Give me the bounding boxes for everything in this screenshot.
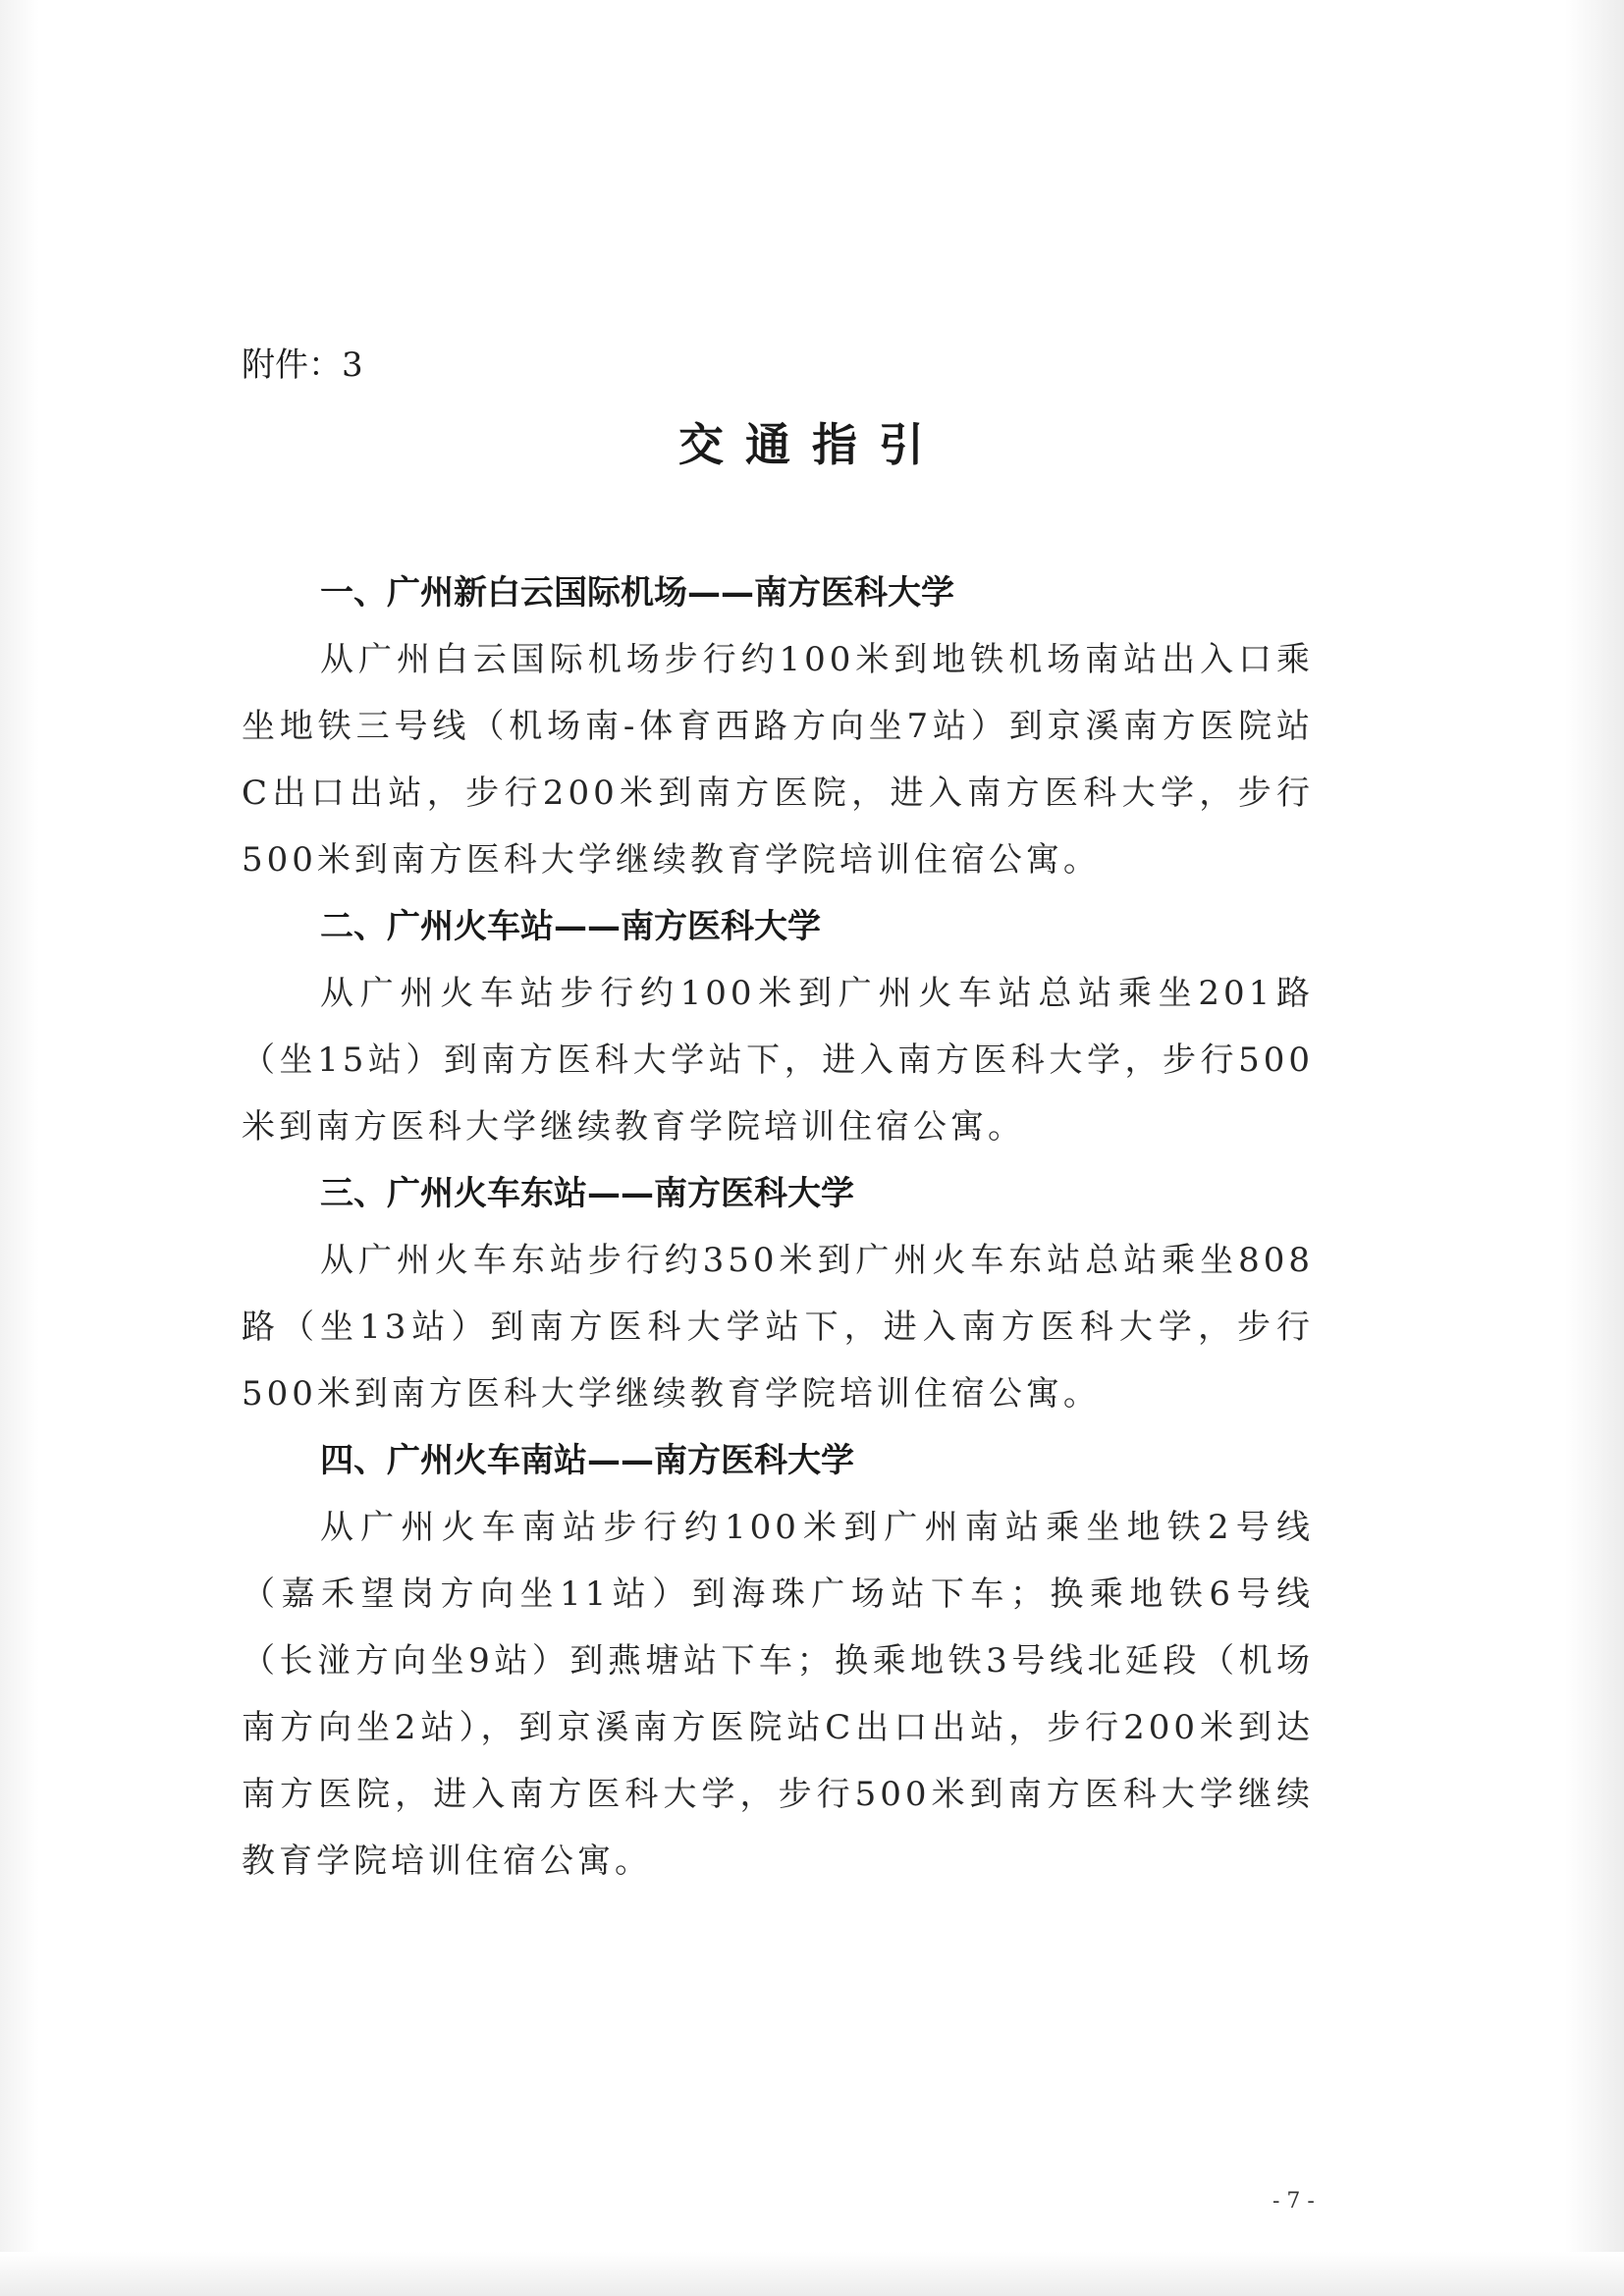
section-railway-station bbox=[242, 893, 1314, 1160]
section-east-railway-station bbox=[242, 1160, 1314, 1427]
scan-edge-right bbox=[1565, 0, 1624, 2296]
page-title: 交通指引 bbox=[678, 418, 946, 471]
section-paragraph: 从广州白云国际机场步行约100米到地铁机场南站出入口乘坐地铁三号线（机场南-体育西路方向坐7站）到京溪南方医院站C出口出站，步行200米到南方医院，进入南方医科大学，步行500米到南方医科大学继续教育学院培训住宿公寓。 bbox=[242, 640, 1314, 880]
section-paragraph: 从广州火车站步行约100米到广州火车站总站乘坐201路（坐15站）到南方医科大学站下，进入南方医科大学，步行500米到南方医科大学继续教育学院培训住宿公寓。 bbox=[242, 974, 1314, 1147]
section-heading: 二、广州火车站——南方医科大学 bbox=[320, 907, 821, 946]
section-heading: 三、广州火车东站——南方医科大学 bbox=[320, 1174, 854, 1213]
scan-edge-bottom bbox=[0, 2252, 1624, 2296]
attachment-label bbox=[242, 346, 363, 385]
section-heading: 四、广州火车南站——南方医科大学 bbox=[320, 1441, 854, 1480]
section-heading: 一、广州新白云国际机场——南方医科大学 bbox=[320, 573, 954, 613]
section-airport bbox=[242, 560, 1314, 893]
page-number: - 7 - bbox=[1272, 2189, 1315, 2214]
section-paragraph: 从广州火车南站步行约100米到广州南站乘坐地铁2号线（嘉禾望岗方向坐11站）到海珠广场站下车；换乘地铁6号线（长湴方向坐9站）到燕塘站下车；换乘地铁3号线北延段（机场南方向坐2站），到京溪南方医院站C出口出站，步行200米到达南方医院，进入南方医科大学，步行500米到南方医科大学继续教育学院培训住宿公寓。 bbox=[242, 1508, 1314, 1881]
section-paragraph: 从广州火车东站步行约350米到广州火车东站总站乘坐808路（坐13站）到南方医科大学站下，进入南方医科大学，步行500米到南方医科大学继续教育学院培训住宿公寓。 bbox=[242, 1241, 1314, 1414]
document-body bbox=[242, 560, 1314, 1895]
scan-edge-left bbox=[0, 0, 39, 2296]
attachment-label-text: 附件： bbox=[242, 346, 342, 385]
attachment-number: 3 bbox=[342, 346, 363, 385]
section-south-railway-station bbox=[242, 1427, 1314, 1895]
